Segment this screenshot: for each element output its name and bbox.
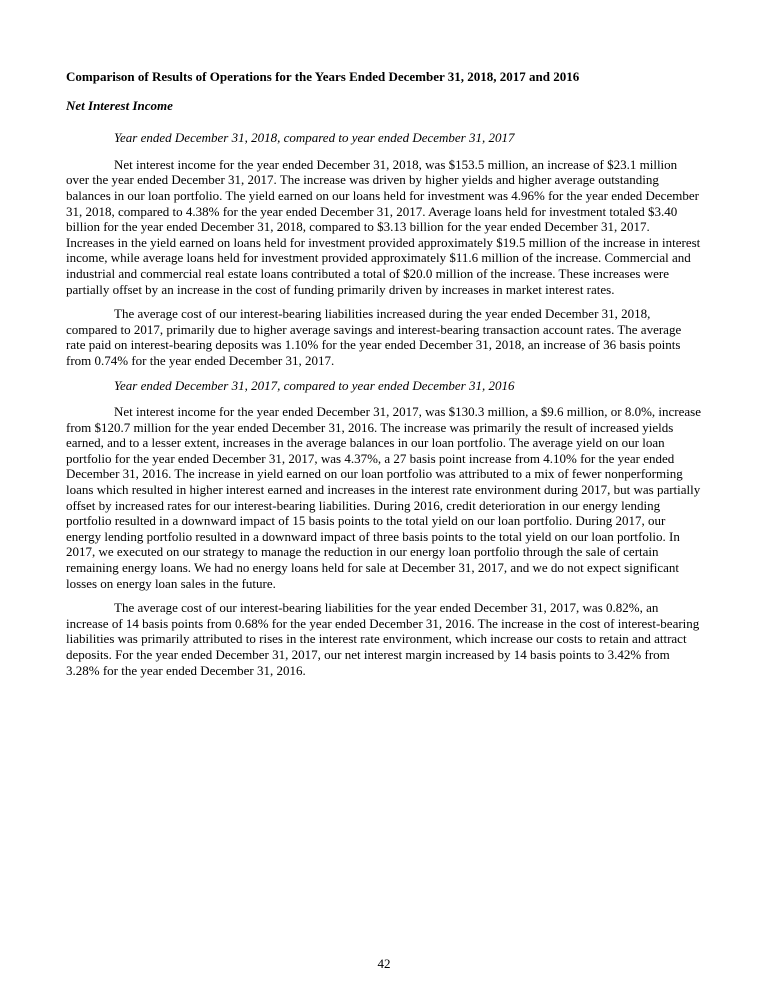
document-content — [66, 69, 701, 687]
page-number: 42 — [377, 956, 391, 971]
page-title: Comparison of Results of Operations for the Years Ended December 31, 2018, 2017 and 2016 — [66, 69, 580, 84]
paragraph-2017-net-interest-income: Net interest income for the year ended December 31, 2017, was $130.3 million, a $9.6 million, or 8.0%, increase from $120.7 million for the year ended December 31, 2016. The increase was primarily the result of increased yields earned, and to a lesser extent, increases in the average balances in our loan portfolio. The average yield on our loan portfolio for the year ended December 31, 2017, was 4.37%, a 27 basis point increase from 4.10% for the year ended December 31, 2016. The increase in yield earned on our loan portfolio was attributed to a mix of fewer nonperforming loans which resulted in higher interest earned and increases in the interest rate environment during 2017, but was partially offset by increased rates for our interest-bearing liabilities. During 2016, credit deterioration in our energy lending portfolio resulted in a downward impact of 15 basis points to the total yield on our loan portfolio. During 2017, our energy lending portfolio resulted in a downward impact of three basis points to the total yield on our loan portfolio. In 2017, we executed on our strategy to manage the reduction in our energy loan portfolio through the sale of certain remaining energy loans. We had no energy loans held for sale at December 31, 2017, and we do not expect significant losses on energy loan sales in the future. — [66, 404, 701, 591]
net-interest-income-subtitle: Net Interest Income — [66, 97, 173, 113]
paragraph-2018-interest-bearing-liabilities: The average cost of our interest-bearing liabilities increased during the year ended December 31, 2018, compared to 2017, primarily due to higher average savings and interest-bearing transaction account rates. The average rate paid on interest-bearing deposits was 1.10% for the year ended December 31, 2018, an increase of 36 basis points from 0.74% for the year ended December 31, 2017. — [66, 306, 682, 368]
paragraph-2017-interest-bearing-liabilities: The average cost of our interest-bearing liabilities for the year ended December 31, 2017, was 0.82%, an increase of 14 basis points from 0.68% for the year ended December 31, 2016. The increase in the cost of interest-bearing liabilities was primarily attributed to rises in the interest rate environment, which increase our costs to retain and attract deposits. For the year ended December 31, 2017, our net interest margin increased by 14 basis points to 3.42% from 3.28% for the year ended December 31, 2016. — [66, 600, 700, 678]
section-heading-2018-vs-2017: Year ended December 31, 2018, compared to year ended December 31, 2017 — [114, 130, 515, 146]
paragraph-2018-net-interest-income: Net interest income for the year ended December 31, 2018, was $153.5 million, an increase of $23.1 million over the year ended December 31, 2017. The increase was driven by higher yields and higher average outstanding balances in our loan portfolio. The yield earned on our loans held for investment was 4.96% for the year ended December 31, 2018, compared to 4.38% for the year ended December 31, 2017. Average loans held for investment totaled $3.40 billion for the year ended December 31, 2018, compared to $3.13 billion for the year ended December 31, 2017. Increases in the yield earned on loans held for investment provided approximately $19.5 million of the increase in interest income, while average loans held for investment provided approximately $11.6 million of the increase. Commercial and industrial and commercial real estate loans contributed a total of $20.0 million of the increase. These increases were partially offset by an increase in the cost of funding primarily driven by increases in market interest rates. — [66, 156, 701, 297]
section-heading-2017-vs-2016: Year ended December 31, 2017, compared to year ended December 31, 2016 — [114, 377, 515, 393]
